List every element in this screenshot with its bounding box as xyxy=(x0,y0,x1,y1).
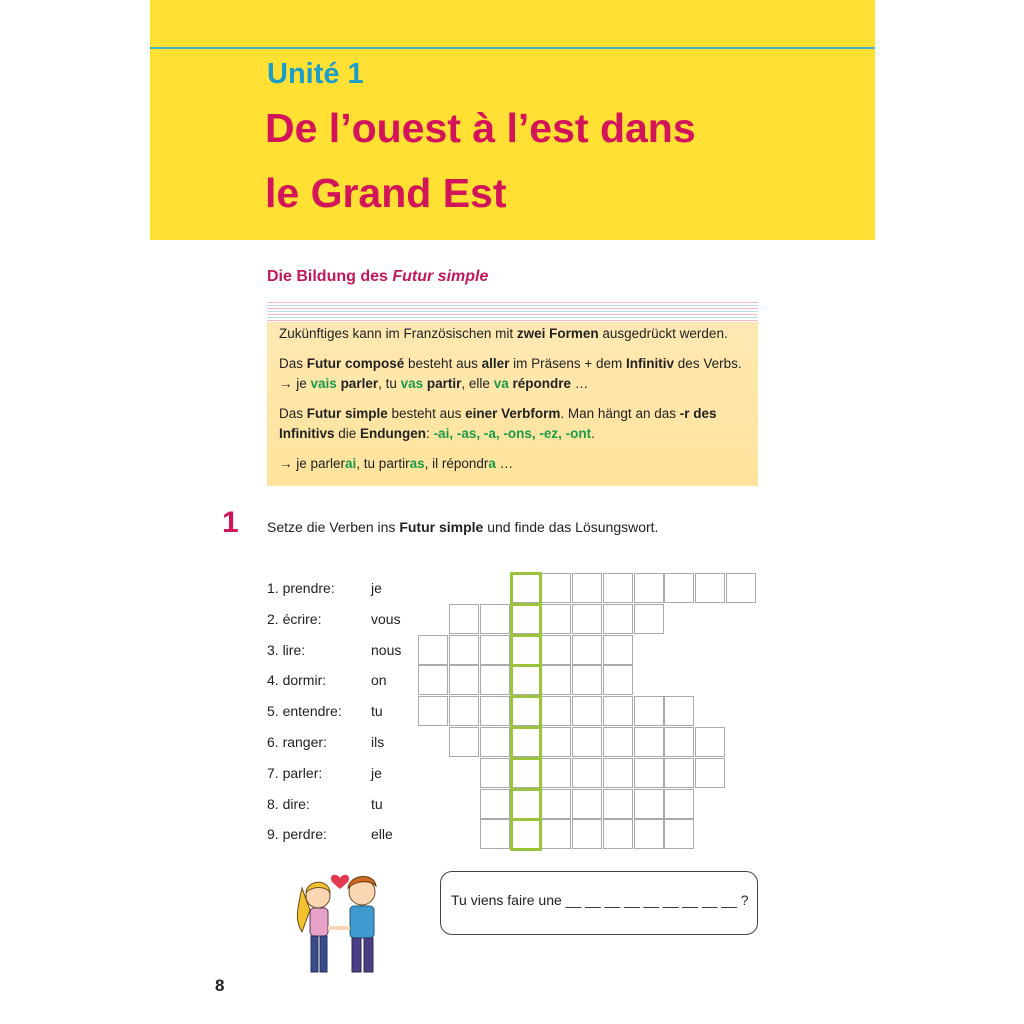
text-run: besteht aus xyxy=(404,356,482,371)
text-run: → je xyxy=(279,376,311,391)
crossword-cell[interactable] xyxy=(541,665,571,695)
solution-column xyxy=(510,572,542,851)
text-green: a xyxy=(488,456,496,471)
grammar-paragraph-1 xyxy=(279,324,761,344)
exercise-instruction xyxy=(267,519,658,535)
text-green: vais xyxy=(310,376,337,391)
clue-pronoun: ils xyxy=(371,734,385,750)
crossword-cell[interactable] xyxy=(480,696,510,726)
crossword-cell[interactable] xyxy=(480,727,510,757)
text-run: Das xyxy=(279,356,307,371)
crossword-cell[interactable] xyxy=(664,819,694,849)
clue-pronoun: nous xyxy=(371,641,402,658)
crossword-cell[interactable] xyxy=(572,727,602,757)
crossword-cell[interactable] xyxy=(603,604,633,634)
text-run: . xyxy=(591,426,595,441)
text-run: Das xyxy=(279,406,307,421)
text-run: , il répondr xyxy=(424,456,489,471)
crossword-cell[interactable] xyxy=(634,573,664,603)
text-bold: Futur simple xyxy=(399,519,484,535)
crossword-cell[interactable] xyxy=(572,819,602,849)
clue-verb: 6. ranger: xyxy=(267,734,327,750)
text-run: des Verbs. xyxy=(674,356,742,371)
crossword-cell[interactable] xyxy=(695,727,725,757)
crossword-cell[interactable] xyxy=(603,727,633,757)
page-title xyxy=(265,96,696,226)
speech-bubble xyxy=(440,871,758,935)
solution-separator xyxy=(510,603,542,606)
crossword-cell[interactable] xyxy=(695,573,725,603)
clue-pronoun: je xyxy=(371,764,382,781)
crossword-cell[interactable] xyxy=(603,789,633,819)
text-bold: zwei Formen xyxy=(516,326,599,341)
crossword-cell[interactable] xyxy=(603,696,633,726)
heart-icon xyxy=(331,875,349,889)
crossword-cell[interactable] xyxy=(418,696,448,726)
solution-separator xyxy=(510,634,542,637)
crossword-cell[interactable] xyxy=(541,819,571,849)
text-run: : xyxy=(426,426,434,441)
crossword-cell[interactable] xyxy=(449,635,479,665)
text-run: → je parler xyxy=(279,456,346,471)
text-green: vas xyxy=(400,376,424,391)
crossword-cell[interactable] xyxy=(634,727,664,757)
text-run: , tu partir xyxy=(356,456,410,471)
text-bold: Futur simple xyxy=(306,406,388,421)
crossword-cell[interactable] xyxy=(664,696,694,726)
crossword-cell[interactable] xyxy=(418,635,448,665)
unit-label: Unité 1 xyxy=(267,58,364,90)
boy-figure xyxy=(328,876,376,972)
text-green: ai xyxy=(345,456,357,471)
text-run: besteht aus xyxy=(387,406,466,421)
clue-verb: 4. dormir: xyxy=(267,672,327,689)
grammar-paragraph-3 xyxy=(279,404,761,444)
crossword-cell[interactable] xyxy=(541,789,571,819)
box-stripes xyxy=(267,302,758,322)
text-run: die xyxy=(334,426,361,441)
text-bold: Futur composé xyxy=(306,356,405,371)
crossword-cell[interactable] xyxy=(480,635,510,665)
text-run: im Präsens + dem xyxy=(509,356,627,371)
crossword-cell[interactable] xyxy=(541,604,571,634)
crossword-cell[interactable] xyxy=(572,758,602,788)
crossword-cell[interactable] xyxy=(449,665,479,695)
crossword-cell[interactable] xyxy=(480,789,510,819)
grammar-paragraph-2 xyxy=(279,354,761,394)
crossword-cell[interactable] xyxy=(449,604,479,634)
solution-separator xyxy=(510,788,542,791)
grammar-heading-emphasis: Futur simple xyxy=(392,268,489,285)
text-run: . Man hängt an das xyxy=(560,406,680,421)
crossword-cell[interactable] xyxy=(634,789,664,819)
grammar-box xyxy=(267,302,758,486)
clue-verb: 2. écrire: xyxy=(267,610,322,627)
text-bold: partir xyxy=(426,376,462,391)
text-bold: parler xyxy=(340,376,379,391)
clue-verb: 3. lire: xyxy=(267,641,306,658)
crossword-cell[interactable] xyxy=(418,665,448,695)
clue-verb: 5. entendre: xyxy=(267,703,342,720)
crossword-cell[interactable] xyxy=(664,727,694,757)
text-run: … xyxy=(571,376,589,391)
text-run: … xyxy=(495,456,514,471)
title-line-2: le Grand Est xyxy=(265,170,507,216)
crossword-cell[interactable] xyxy=(726,573,756,603)
crossword-cell[interactable] xyxy=(603,665,633,695)
text-bold: répondre xyxy=(512,376,572,391)
text-run: und finde das Lösungswort. xyxy=(483,519,659,535)
crossword-cell[interactable] xyxy=(480,758,510,788)
text-run: , elle xyxy=(461,376,494,391)
crossword-cell[interactable] xyxy=(572,665,602,695)
girl-figure xyxy=(297,882,330,972)
crossword-cell[interactable] xyxy=(449,727,479,757)
crossword-cell[interactable] xyxy=(541,758,571,788)
crossword-cell[interactable] xyxy=(541,573,571,603)
grammar-example-3 xyxy=(279,454,761,474)
text-run: Setze die Verben ins xyxy=(267,519,400,535)
crossword-cell[interactable] xyxy=(572,789,602,819)
crossword-cell[interactable] xyxy=(664,573,694,603)
text-green: va xyxy=(493,376,509,391)
text-bold: einer Verbform xyxy=(465,406,561,421)
couple-illustration xyxy=(288,866,398,978)
grammar-text xyxy=(279,324,761,484)
grammar-heading xyxy=(267,268,488,286)
crossword-cell[interactable] xyxy=(634,758,664,788)
clue-pronoun: elle xyxy=(371,826,393,843)
solution-separator xyxy=(510,757,542,760)
crossword-cell[interactable] xyxy=(541,635,571,665)
clue-verb: 8. dire: xyxy=(267,795,310,812)
crossword-cell[interactable] xyxy=(572,604,602,634)
text-bold: -r des Infinitivs xyxy=(279,406,717,441)
crossword-cell[interactable] xyxy=(541,727,571,757)
solution-separator xyxy=(510,726,542,729)
crossword-cell[interactable] xyxy=(480,665,510,695)
crossword-cell[interactable] xyxy=(634,604,664,634)
crossword-cell[interactable] xyxy=(480,819,510,849)
page-number: 8 xyxy=(215,976,225,995)
crossword-cell[interactable] xyxy=(572,573,602,603)
solution-separator xyxy=(510,664,542,667)
crossword-cell[interactable] xyxy=(603,819,633,849)
clue-verb: 1. prendre: xyxy=(267,580,335,596)
solution-separator xyxy=(510,695,542,698)
clue-pronoun: vous xyxy=(371,610,401,627)
crossword-cell[interactable] xyxy=(695,758,725,788)
text-bold: aller xyxy=(481,356,510,371)
crossword-cell[interactable] xyxy=(572,696,602,726)
crossword-cell[interactable] xyxy=(572,635,602,665)
clue-verb: 7. parler: xyxy=(267,764,323,781)
solution-separator xyxy=(510,818,542,821)
text-green: -ai, -as, -a, -ons, -ez, -ont xyxy=(433,426,592,441)
bubble-text: Tu viens faire une __ __ __ __ __ __ __ __ __ ? xyxy=(451,892,749,908)
exercise-number: 1 xyxy=(222,506,239,539)
crossword-cell[interactable] xyxy=(603,573,633,603)
text-run: Zukünftiges kann im Französischen mit xyxy=(279,326,517,341)
crossword-cell[interactable] xyxy=(664,758,694,788)
crossword-cell[interactable] xyxy=(664,789,694,819)
clue-verb: 9. perdre: xyxy=(267,826,327,843)
crossword-cell[interactable] xyxy=(603,635,633,665)
clue-pronoun: on xyxy=(371,672,387,689)
text-bold: Endungen xyxy=(360,426,427,441)
text-green: as xyxy=(409,456,425,471)
text-run: , tu xyxy=(378,376,401,391)
title-line-1: De l’ouest à l’est dans xyxy=(265,105,696,151)
grammar-heading-prefix: Die Bildung des xyxy=(267,268,393,285)
crossword-cell[interactable] xyxy=(449,696,479,726)
crossword-cell[interactable] xyxy=(603,758,633,788)
header-rule xyxy=(150,47,875,49)
crossword-cell[interactable] xyxy=(541,696,571,726)
clue-pronoun: tu xyxy=(371,795,383,812)
crossword-cell[interactable] xyxy=(480,604,510,634)
crossword-cell[interactable] xyxy=(634,696,664,726)
crossword-cell[interactable] xyxy=(634,819,664,849)
clue-pronoun: tu xyxy=(371,703,383,720)
clue-pronoun: je xyxy=(371,580,382,596)
text-run: ausgedrückt werden. xyxy=(598,326,728,341)
text-bold: Infinitiv xyxy=(626,356,675,371)
